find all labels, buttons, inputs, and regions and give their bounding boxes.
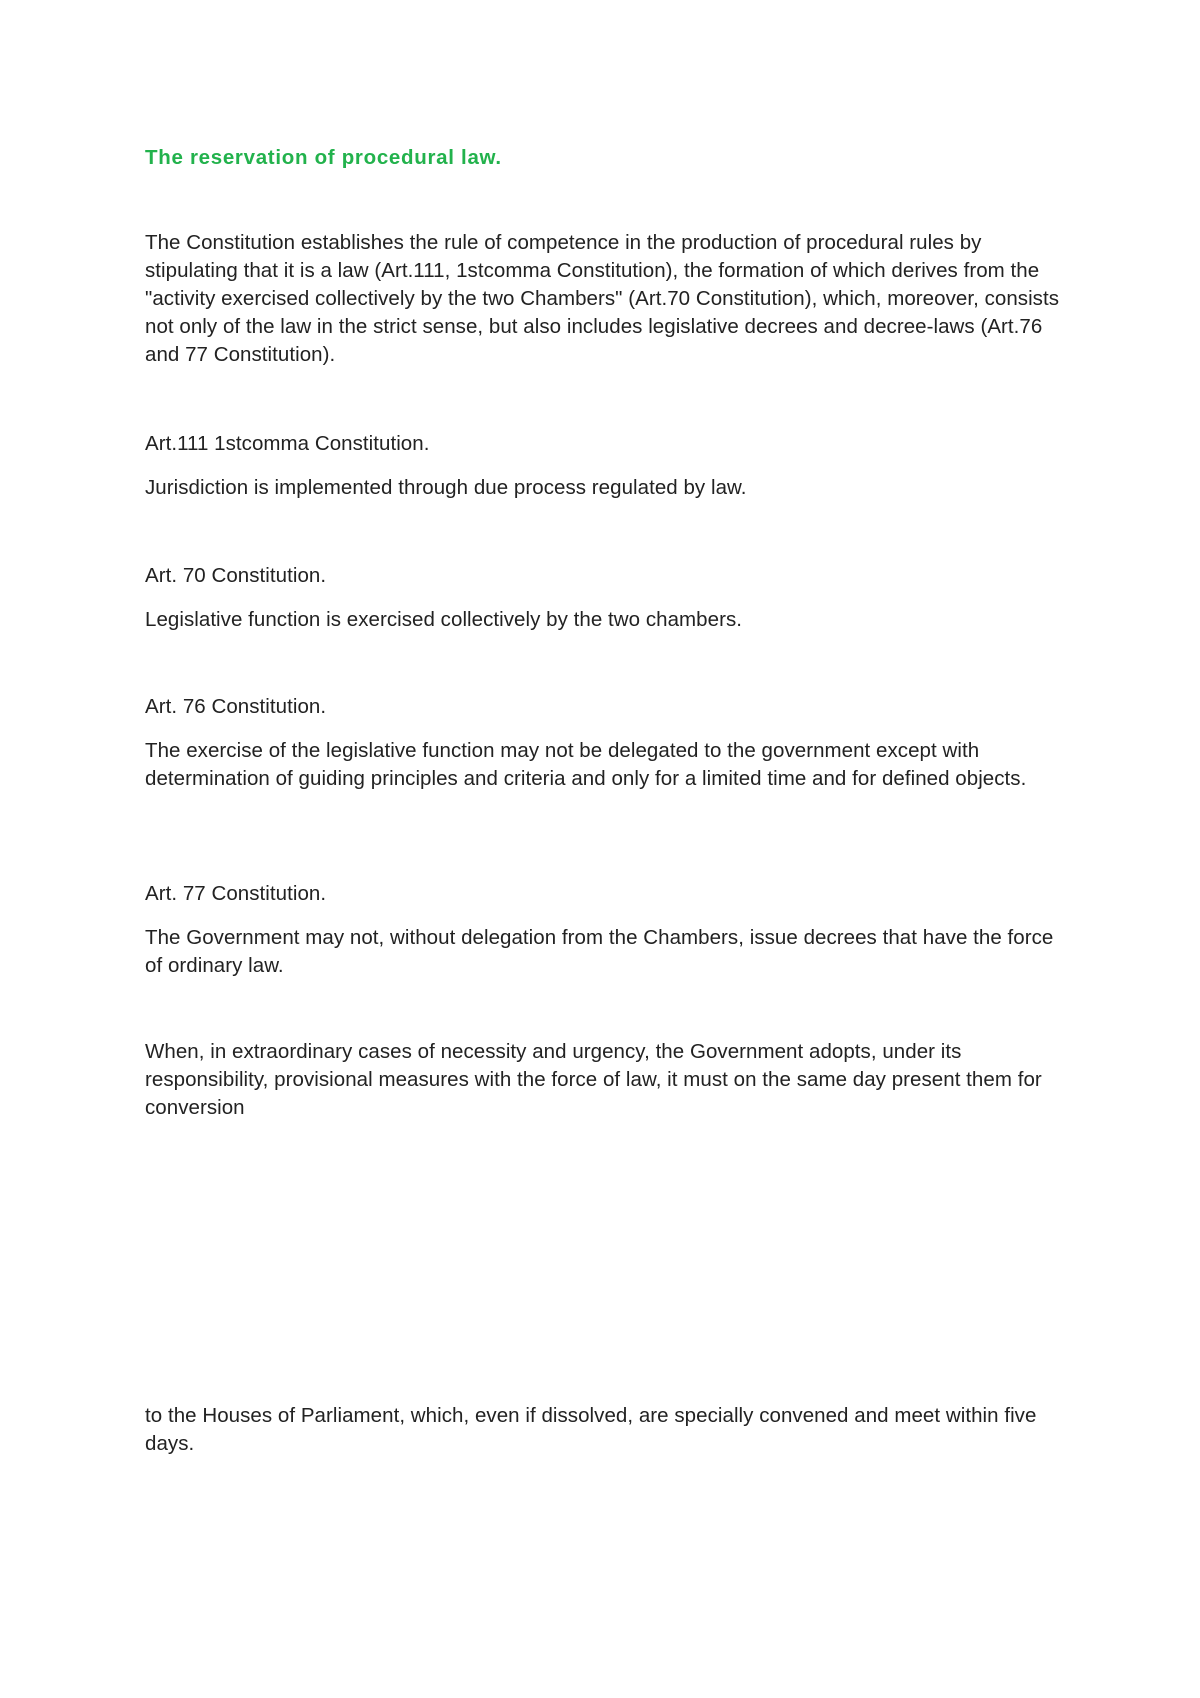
article-77-heading: Art. 77 Constitution.: [145, 882, 327, 905]
article-111-heading: Art.111 1stcomma Constitution.: [145, 432, 430, 455]
article-76-text: The exercise of the legislative function may not be delegated to the government except with determination of guiding principles and criteria and only for a limited time and for defined objects.: [145, 739, 1027, 790]
article-111-text: Jurisdiction is implemented through due process regulated by law.: [145, 476, 747, 499]
article-77-text: The Government may not, without delegation from the Chambers, issue decrees that have the force of ordinary law.: [145, 926, 1054, 977]
article-76-heading: Art. 76 Constitution.: [145, 695, 327, 718]
article-70-heading: Art. 70 Constitution.: [145, 564, 327, 587]
article-77-paragraph-2: When, in extraordinary cases of necessity and urgency, the Government adopts, under its responsibility, provisional measures with the force of law, it must on the same day present them for conversion: [145, 1040, 1042, 1119]
article-77-continued-text: to the Houses of Parliament, which, even if dissolved, are specially convened and meet within five days.: [145, 1404, 1037, 1455]
article-70-text: Legislative function is exercised collectively by the two chambers.: [145, 608, 742, 631]
document-title: The reservation of procedural law.: [145, 146, 502, 169]
intro-paragraph: The Constitution establishes the rule of competence in the production of procedural rules by stipulating that it is a law (Art.111, 1stcomma Constitution), the formation of which derives from the "activity exercised collectively by the two Chambers" (Art.70 Constitution), which, moreover, consists not only of the law in the strict sense, but also includes legislative decrees and decree-laws (Art.76 and 77 Constitution).: [145, 231, 1060, 366]
